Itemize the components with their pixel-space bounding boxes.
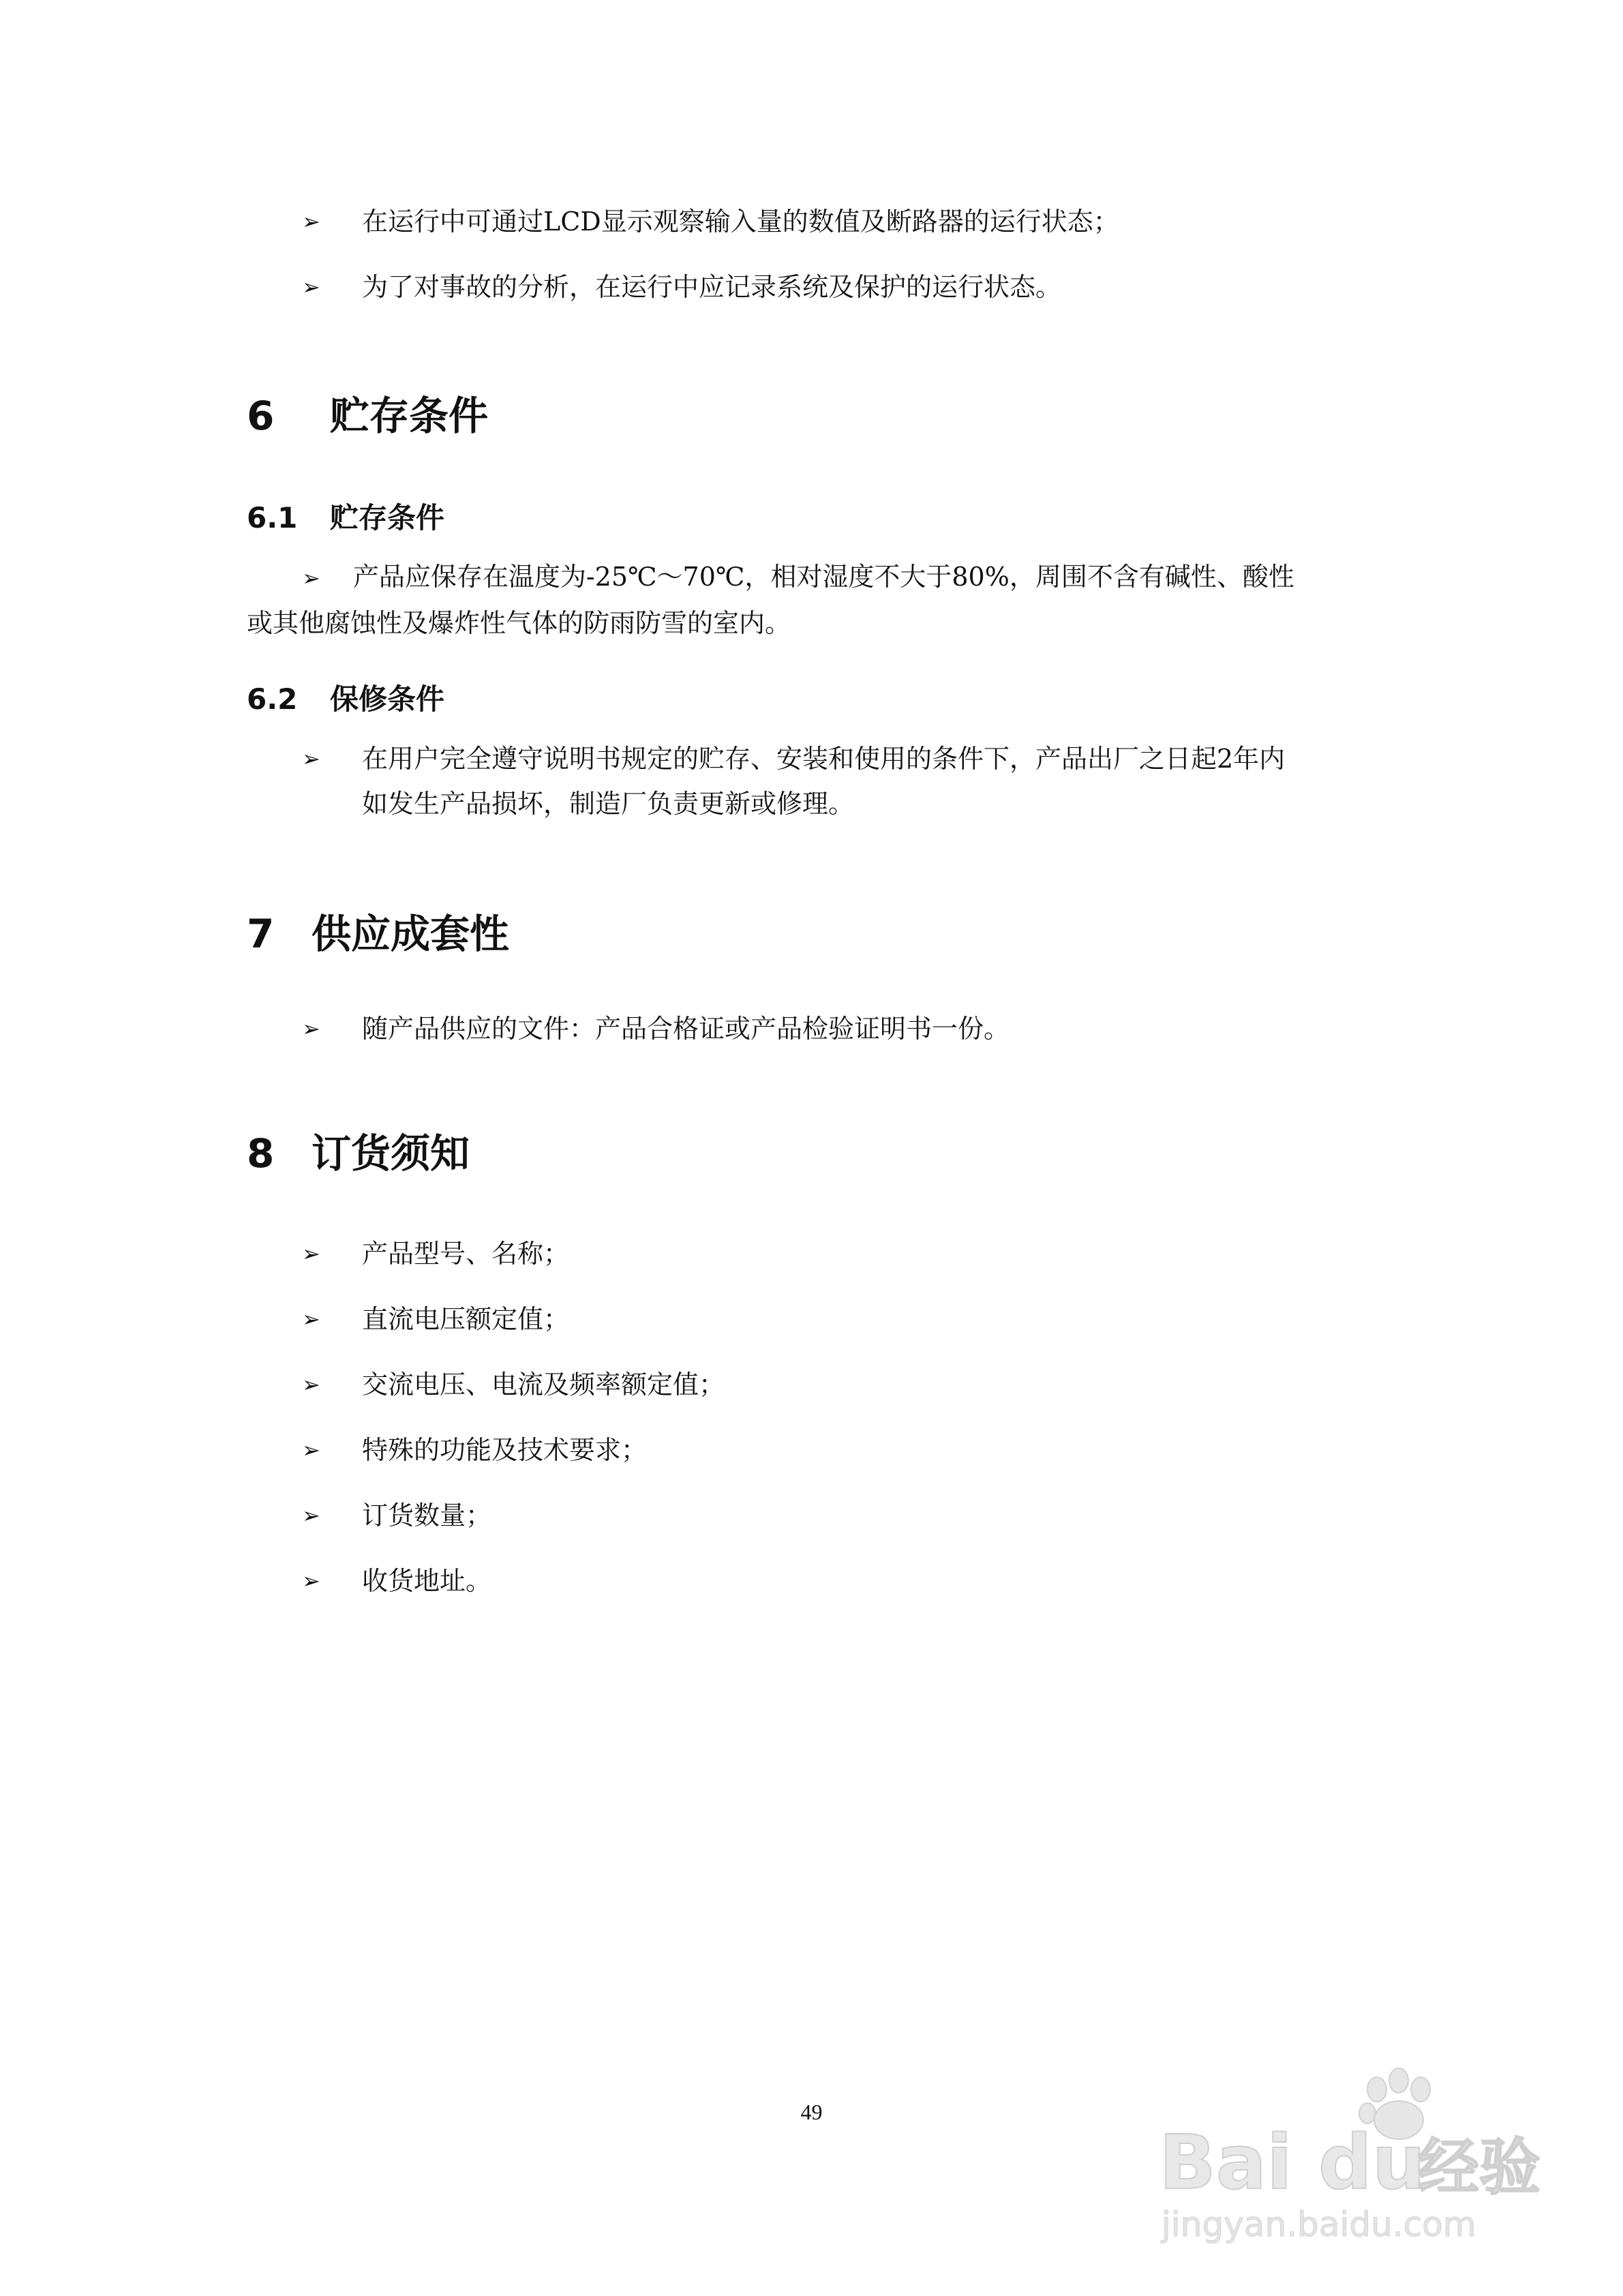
paragraph-line: ➢ 产品应保存在温度为-25℃～70℃，相对湿度不大于80%，周围不含有碱性、酸性 <box>302 562 1294 592</box>
arrow-bullet-icon: ➢ <box>302 274 320 300</box>
subsection-title: 保修条件 <box>330 682 445 716</box>
section-number: 6 <box>247 393 275 439</box>
paragraph-line: 或其他腐蚀性及爆炸性气体的防雨防雪的室内。 <box>247 608 791 638</box>
list-item <box>302 1231 1393 1276</box>
list-item <box>302 265 1393 309</box>
list-item <box>302 1362 1393 1407</box>
list-item-text: 特殊的功能及技术要求； <box>362 1435 648 1465</box>
watermark-cn-text: 经验 <box>1418 2132 1541 2203</box>
list-item-text: 为了对事故的分析，在运行中应记录系统及保护的运行状态。 <box>362 272 1062 302</box>
section-heading-6 <box>247 389 488 443</box>
arrow-bullet-icon: ➢ <box>302 1502 320 1528</box>
subsection-heading-6-2 <box>247 679 444 720</box>
list-item <box>302 1006 1393 1051</box>
arrow-bullet-icon: ➢ <box>302 1016 320 1042</box>
arrow-bullet-icon: ➢ <box>302 209 320 235</box>
list-item-text: 如发生产品损坏，制造厂负责更新或修理。 <box>362 789 855 819</box>
list-item <box>302 1297 1393 1342</box>
section-title: 贮存条件 <box>330 393 489 439</box>
list-item-text: 产品型号、名称； <box>362 1239 570 1269</box>
list-item <box>302 1428 1393 1472</box>
arrow-bullet-icon: ➢ <box>302 1568 320 1594</box>
arrow-bullet-icon: ➢ <box>302 746 320 772</box>
section-heading-8 <box>247 1126 470 1181</box>
arrow-bullet-icon: ➢ <box>302 1372 320 1398</box>
section-title: 供应成套性 <box>312 911 510 957</box>
list-item <box>302 736 1393 826</box>
list-item <box>302 1493 1393 1538</box>
list-item-text: 订货数量； <box>362 1500 492 1530</box>
section-title: 订货须知 <box>312 1130 470 1177</box>
subsection-number: 6.2 <box>247 682 298 716</box>
page-number: 49 <box>800 2100 823 2124</box>
arrow-bullet-icon: ➢ <box>302 1437 320 1463</box>
section-number: 7 <box>247 911 275 957</box>
section-number: 8 <box>247 1130 275 1177</box>
storage-paragraph <box>247 554 1386 646</box>
watermark-url-text: jingyan.baidu.com <box>1162 2205 1476 2244</box>
arrow-bullet-icon: ➢ <box>302 1306 320 1332</box>
list-item <box>302 199 1393 244</box>
list-item-text: 收货地址。 <box>362 1566 492 1596</box>
subsection-title: 贮存条件 <box>330 501 445 534</box>
subsection-number: 6.1 <box>247 501 298 534</box>
arrow-bullet-icon: ➢ <box>302 1241 320 1267</box>
list-item-text: 交流电压、电流及频率额定值； <box>362 1370 725 1400</box>
list-item-text: 随产品供应的文件：产品合格证或产品检验证明书一份。 <box>362 1014 1010 1044</box>
section-heading-7 <box>247 907 509 961</box>
list-item <box>302 1558 1393 1603</box>
list-item-text: 在运行中可通过LCD显示观察输入量的数值及断路器的运行状态； <box>362 207 1119 237</box>
watermark-brand-text: Bai du <box>1159 2119 1426 2206</box>
subsection-heading-6-1 <box>247 498 444 539</box>
baidu-jingyan-watermark-logo <box>1152 2052 1561 2256</box>
list-item-text: 在用户完全遵守说明书规定的贮存、安装和使用的条件下，产品出厂之日起2年内 <box>362 744 1286 774</box>
arrow-bullet-icon: ➢ <box>302 565 320 591</box>
list-item-text: 直流电压额定值； <box>362 1304 570 1334</box>
